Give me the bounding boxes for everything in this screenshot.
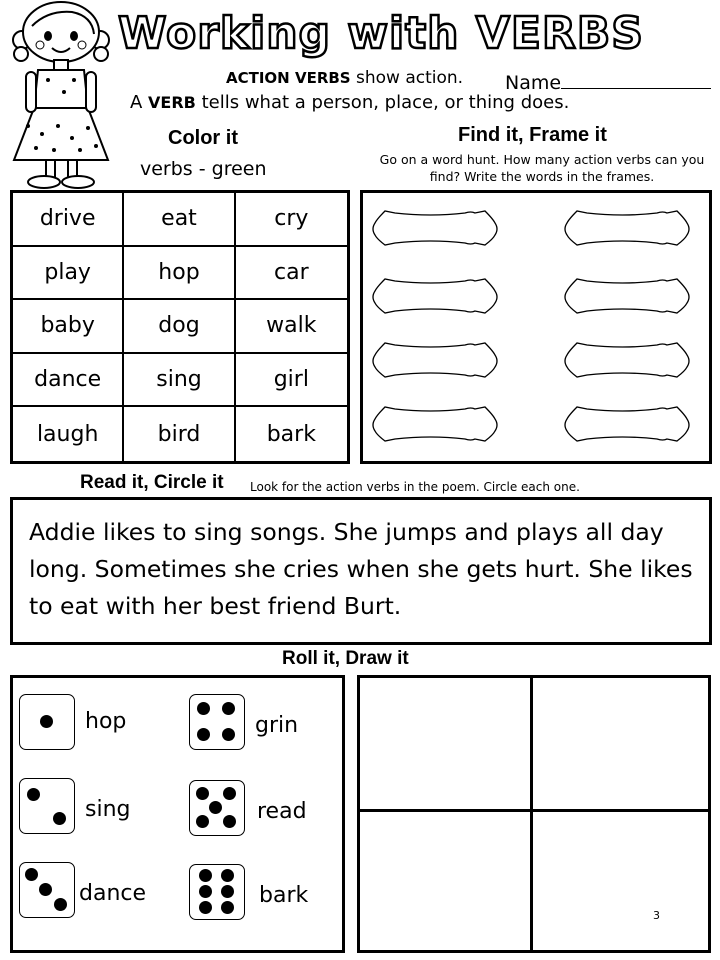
- word-cell[interactable]: play: [13, 247, 124, 301]
- word-cell[interactable]: bark: [266, 421, 316, 447]
- frame[interactable]: [373, 407, 497, 441]
- word-cell[interactable]: laugh: [13, 407, 124, 461]
- word-cell[interactable]: eat: [124, 193, 235, 247]
- action-verbs-line: ACTION VERBS show action.: [226, 68, 464, 88]
- die-six-icon: [189, 864, 245, 920]
- frame[interactable]: [565, 279, 689, 313]
- die-three-icon: [19, 862, 75, 918]
- poem-box: [10, 497, 712, 645]
- poem-text[interactable]: Addie likes to sing songs. She jumps and plays all day long. Sometimes she cries when she gets hurt. She likes to eat with her best friend Burt.: [29, 518, 693, 620]
- frames-box: [360, 190, 712, 464]
- dice-box: [10, 675, 345, 953]
- word-cell[interactable]: hop: [124, 247, 235, 301]
- word-cell[interactable]: bird: [124, 407, 235, 461]
- frame[interactable]: [373, 343, 497, 377]
- drawing-divider-vertical: [530, 675, 533, 953]
- frame[interactable]: [373, 279, 497, 313]
- word-cell[interactable]: girl: [236, 354, 347, 408]
- name-label: Name: [505, 72, 562, 94]
- die-word: sing: [85, 797, 131, 822]
- word-cell[interactable]: dance: [13, 354, 124, 408]
- page-number: 3: [653, 909, 660, 922]
- find-it-heading: Find it, Frame it: [458, 124, 607, 146]
- word-cell[interactable]: car: [236, 247, 347, 301]
- word-cell[interactable]: walk: [236, 300, 347, 354]
- name-field[interactable]: [505, 72, 711, 94]
- word-cell[interactable]: baby: [13, 300, 124, 354]
- die-word: read: [257, 799, 307, 824]
- die-four-icon: [189, 694, 245, 750]
- read-it-heading: Read it, Circle it: [80, 472, 224, 493]
- word-cell[interactable]: dog: [124, 300, 235, 354]
- roll-it-heading: Roll it, Draw it: [282, 648, 409, 669]
- word-cell[interactable]: sing: [124, 354, 235, 408]
- die-word: grin: [255, 713, 299, 738]
- read-it-instructions: Look for the action verbs in the poem. Circle each one.: [250, 480, 580, 494]
- find-it-instructions: Go on a word hunt. How many action verbs can you find? Write the words in the frames.: [379, 152, 705, 184]
- name-line[interactable]: [561, 72, 711, 89]
- frame[interactable]: [565, 407, 689, 441]
- word-cell[interactable]: drive: [13, 193, 124, 247]
- color-it-heading: Color it: [168, 127, 238, 149]
- worksheet-title: Working with VERBS: [118, 8, 644, 59]
- die-one-icon: [19, 694, 75, 750]
- verb-definition: A VERB tells what a person, place, or thing does.: [130, 92, 570, 113]
- frame[interactable]: [565, 211, 689, 245]
- word-frames: [363, 193, 709, 461]
- frame[interactable]: [565, 343, 689, 377]
- color-it-subheading: verbs - green: [140, 158, 267, 180]
- frame[interactable]: [373, 211, 497, 245]
- drawing-divider-horizontal: [357, 809, 711, 812]
- die-word: hop: [85, 709, 127, 734]
- word-grid: [10, 190, 350, 464]
- word-cell[interactable]: cry: [236, 193, 347, 247]
- die-word: dance: [79, 881, 147, 906]
- die-five-icon: [189, 780, 245, 836]
- die-two-icon: [19, 778, 75, 834]
- girl-illustration: [8, 0, 116, 196]
- die-word: bark: [259, 883, 309, 908]
